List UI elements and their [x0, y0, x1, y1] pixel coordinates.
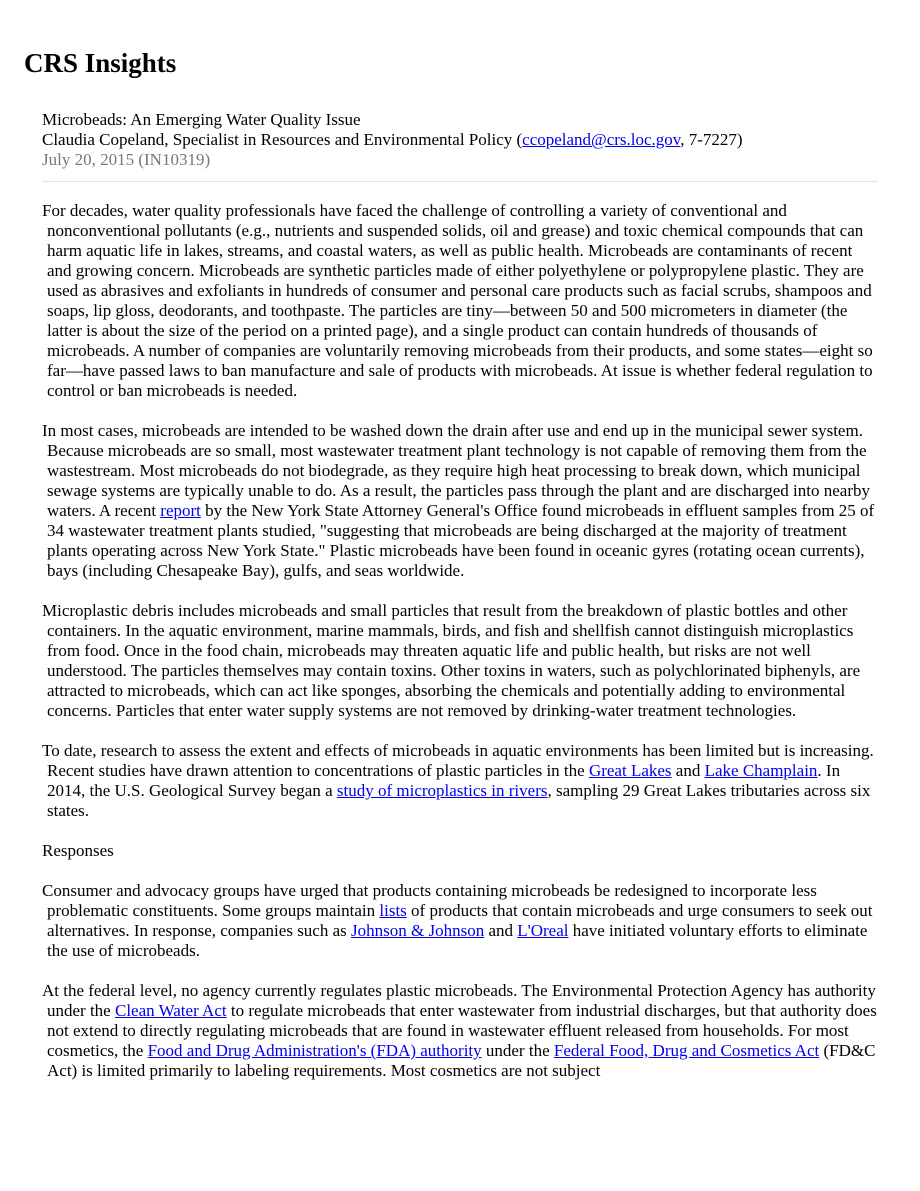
- text-span: under the: [481, 1041, 554, 1060]
- author-email-link[interactable]: ccopeland@crs.loc.gov: [522, 130, 681, 149]
- text-span: At the federal level, no agency currently regulates plastic microbeads. The Environmental Protection Agency has authority under the: [42, 981, 876, 1020]
- clean-water-act-link[interactable]: Clean Water Act: [114, 1001, 227, 1020]
- usgs-study-link[interactable]: study of microplastics in rivers: [336, 781, 548, 800]
- johnson-johnson-link[interactable]: Johnson & Johnson: [351, 921, 485, 940]
- text-span: To date, research to assess the extent and effects of microbeads in aquatic environments has been limited but is increasing. Recent studies have drawn attention to concentrations of plastic particles in the: [42, 741, 874, 780]
- text-span: have initiated voluntary efforts to eliminate the use of microbeads.: [47, 921, 868, 960]
- report-date: July 20, 2015 (IN10319): [42, 150, 211, 169]
- text-span: to regulate microbeads that enter wastewater from industrial discharges, but that authority does not extend to directly regulating microbeads that are found in wastewater effluent released from households. For most cosmetics, the: [47, 1001, 877, 1060]
- paragraph-wastewater: [42, 421, 878, 581]
- responses-heading: Responses: [42, 841, 114, 860]
- text-span: of products that contain microbeads and urge consumers to seek out alternatives. In response, companies such as: [47, 901, 873, 940]
- text-span: and: [671, 761, 705, 780]
- text-span: and: [484, 921, 518, 940]
- author-line: [42, 130, 878, 150]
- author-suffix: , 7-7227): [680, 130, 743, 149]
- author-prefix: Claudia Copeland, Specialist in Resources and Environmental Policy (: [42, 130, 523, 149]
- article-body: [42, 201, 878, 1101]
- fda-authority-link[interactable]: Food and Drug Administration's (FDA) authority: [147, 1041, 482, 1060]
- text-span: . In 2014, the U.S. Geological Survey began a: [47, 761, 841, 800]
- text-span: (FD&C Act) is limited primarily to labeling requirements. Most cosmetics are not subject: [47, 1041, 876, 1080]
- paragraph-research: [42, 741, 878, 821]
- divider: [42, 181, 878, 182]
- report-meta: [42, 110, 878, 170]
- report-title: Microbeads: An Emerging Water Quality Issue: [42, 110, 361, 129]
- page-title: CRS Insights: [24, 48, 177, 78]
- text-span: by the New York State Attorney General's Office found microbeads in effluent samples from 25 of 34 wastewater treatment plants studied, "suggesting that microbeads are being discharged at the majority of treatment plants operating across New York State." Plastic microbeads have been found in oceanic gyres (rotating ocean currents), bays (including Chesapeake Bay), gulfs, and seas worldwide.: [47, 501, 875, 580]
- paragraph-microplastic: Microplastic debris includes microbeads and small particles that result from the breakdown of plastic bottles and other containers. In the aquatic environment, marine mammals, birds, and fish and shellfish cannot distinguish microplastics from food. Once in the food chain, microbeads may threaten aquatic life and public health, but risks are not well understood. The particles themselves may contain toxins. Other toxins in waters, such as polychlorinated biphenyls, are attracted to microbeads, which can act like sponges, absorbing the chemicals and potentially adding to environmental concerns. Particles that enter water supply systems are not removed by drinking-water treatment technologies.: [42, 601, 861, 720]
- paragraph-intro: For decades, water quality professionals have faced the challenge of controlling a variety of conventional and nonconventional pollutants (e.g., nutrients and suspended solids, oil and grease) and toxic chemical compounds that can harm aquatic life in lakes, streams, and coastal waters, as well as public health. Microbeads are contaminants of recent and growing concern. Microbeads are synthetic particles made of either polyethylene or polypropylene plastic. They are used as abrasives and exfoliants in hundreds of consumer and personal care products such as facial scrubs, shampoos and soaps, lip gloss, deodorants, and toothpaste. The particles are tiny—between 50 and 500 micrometers in diameter (the latter is about the size of the period on a printed page), and a single product can contain hundreds of thousands of microbeads. A number of companies are voluntarily removing microbeads from their products, and some states—eight so far—have passed laws to ban manufacture and sale of products with microbeads. At issue is whether federal regulation to control or ban microbeads is needed.: [42, 201, 873, 400]
- text-span: In most cases, microbeads are intended to be washed down the drain after use and end up in the municipal sewer system. Because microbeads are so small, most wastewater treatment plant technology is not capable of removing them from the wastestream. Most microbeads do not biodegrade, as they require high heat processing to break down, which municipal sewage systems are typically unable to do. As a result, the particles pass through the plant and are discharged into nearby waters. A recent: [42, 421, 871, 520]
- paragraph-consumer: [42, 881, 878, 961]
- lake-champlain-link[interactable]: Lake Champlain: [704, 761, 818, 780]
- loreal-link[interactable]: L'Oreal: [517, 921, 569, 940]
- paragraph-federal: [42, 981, 878, 1081]
- lists-link[interactable]: lists: [379, 901, 407, 920]
- fdc-act-link[interactable]: Federal Food, Drug and Cosmetics Act: [553, 1041, 820, 1060]
- text-span: , sampling 29 Great Lakes tributaries across six states.: [47, 781, 871, 820]
- report-link[interactable]: report: [160, 501, 201, 520]
- text-span: Consumer and advocacy groups have urged that products containing microbeads be redesigned to incorporate less problematic constituents. Some groups maintain: [42, 881, 817, 920]
- great-lakes-link[interactable]: Great Lakes: [588, 761, 672, 780]
